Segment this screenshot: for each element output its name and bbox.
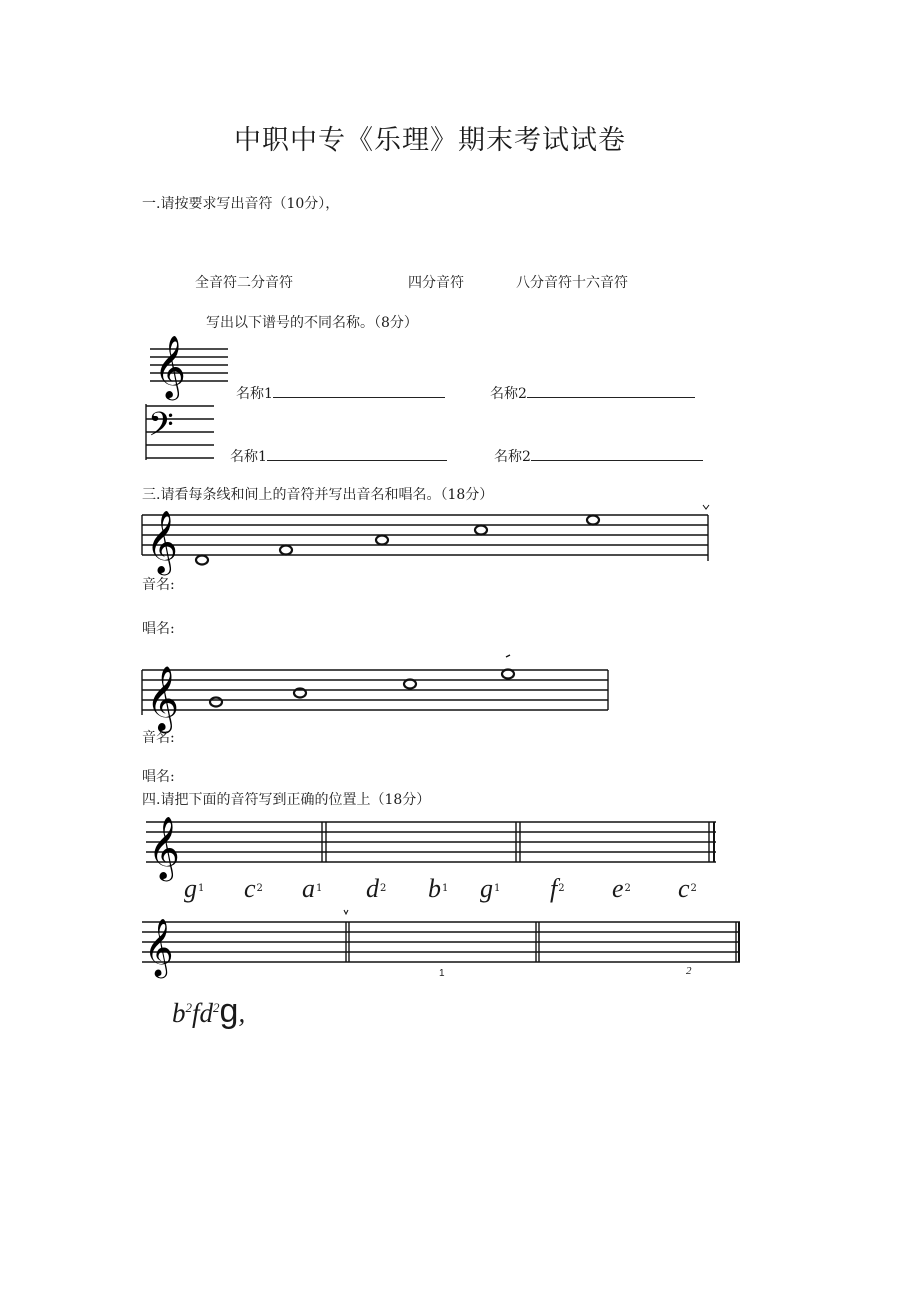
q4-note-g1: $g^1$ [184, 874, 205, 903]
note-head [587, 516, 599, 525]
q4-trailing-notes: $b^2fd^2g$, [172, 992, 246, 1030]
q3-solfege-label-1: 唱名: [142, 621, 175, 637]
q4-note-c2: $c^2$ [244, 874, 263, 903]
q3-heading: 三.请看每条线和间上的音符并写出音名和唱名。（18分） [142, 487, 494, 503]
q4-staff-1 [144, 812, 720, 879]
treble-clef-icon: 𝄞 [154, 335, 186, 398]
bass-name2-label: 名称2 [494, 449, 531, 465]
bass-clef-staff [144, 400, 216, 462]
q4-heading: 四.请把下面的音符写到正确的位置上（18分） [142, 792, 431, 808]
note-head [404, 680, 416, 689]
q3-staff-1 [140, 505, 712, 573]
q3-staff-2 [140, 655, 612, 731]
bass-name1-blank[interactable] [267, 448, 447, 461]
treble-clef-icon: 𝄞 [144, 918, 174, 976]
treble-name2-label: 名称2 [490, 386, 527, 402]
treble-clef-staff [150, 335, 230, 398]
bass-name1-field[interactable] [230, 446, 447, 466]
q4-note-b1: $b^1$ [428, 874, 449, 903]
treble-clef-icon: 𝄞 [146, 666, 180, 731]
q3-pitch-label-2: 音名: [142, 730, 175, 746]
q2-heading: 写出以下谱号的不同名称。（8分） [206, 315, 418, 331]
q4-note-e2: $e^2$ [612, 874, 631, 903]
q1-label-quarter: 四分音符 [408, 275, 464, 291]
note-head [280, 546, 292, 555]
treble-name2-blank[interactable] [527, 385, 695, 398]
bass-clef-icon: 𝄢 [148, 406, 174, 452]
bass-name2-blank[interactable] [531, 448, 703, 461]
note-head [502, 670, 514, 679]
stray-mark-1: 1 [439, 968, 445, 979]
note-head [196, 556, 208, 565]
treble-name1-label: 名称1 [236, 386, 273, 402]
q1-label-whole-half: 全音符二分音符 [195, 275, 293, 291]
q4-note-g1b: $g^1$ [480, 874, 501, 903]
treble-name2-field[interactable] [490, 383, 695, 403]
q4-note-f2: $f^2$ [550, 874, 565, 903]
q4-note-a1: $a^1$ [302, 874, 323, 903]
note-head [475, 526, 487, 535]
treble-clef-icon: 𝄞 [148, 816, 180, 879]
treble-clef-icon: 𝄞 [146, 510, 178, 573]
q3-pitch-label-1: 音名: [142, 577, 175, 593]
bass-name1-label: 名称1 [230, 449, 267, 465]
q4-staff-2 [140, 908, 744, 976]
exam-title: 中职中专《乐理》期末考试试卷 [234, 125, 626, 156]
q1-label-eighth-sixteenth: 八分音符十六音符 [516, 275, 628, 291]
note-head [376, 536, 388, 545]
stray-mark-2: 2 [686, 965, 692, 977]
q3-solfege-label-2: 唱名: [142, 769, 175, 785]
treble-name1-field[interactable] [236, 383, 445, 403]
bass-name2-field[interactable] [494, 446, 703, 466]
q4-note-d2: $d^2$ [366, 874, 387, 903]
note-head [210, 698, 222, 707]
treble-name1-blank[interactable] [273, 385, 445, 398]
q4-note-c2b: $c^2$ [678, 874, 697, 903]
q1-heading: 一.请按要求写出音符（10分）， [142, 196, 340, 212]
